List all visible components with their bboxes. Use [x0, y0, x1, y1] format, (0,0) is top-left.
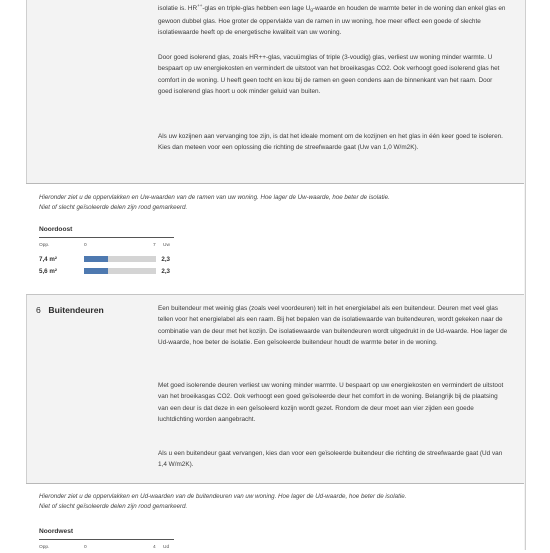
paragraph-door-replacement: Als u een buitendeur gaat vervangen, kies dan voor een geïsoleerde buitendeur die richting de streefwaarde gaat (Ud van 1,4 W/m2K). — [158, 450, 503, 469]
table-row — [39, 267, 174, 277]
area-value: 5,6 m² — [39, 268, 57, 275]
scale-max-label: 4 — [153, 545, 156, 550]
paragraph-window-replacement: Als uw kozijnen aan vervanging toe zijn, is dat het ideale moment om de kozijnen en het glas in één keer goed te isoleren. Kies dan meteen voor een oplossing die richting de streefwaarde gaat (Uw van 1,0 W/m2K). — [158, 133, 503, 152]
section-divider — [26, 294, 524, 295]
divider-line — [39, 539, 174, 540]
section-separator — [26, 286, 524, 294]
paragraph-door-benefits: Met goed isolerende deuren verliest uw woning minder warmte. U bespaart op uw energiekosten en vermindert de uitstoot van het broeikasgas CO2. Ook verhoogt een goed geïsoleerde deur het comfort in de woning. Belangrijk bij de plaatsing van een deur is dat deze in een geïsoleerd kozijn wordt gezet. Rondom de deur moet aan vier zijden een goede luchtdichting worden aangebracht. — [158, 382, 504, 424]
door-values-box — [26, 483, 524, 551]
paragraph-glass-isolation: isolatie is. HR++-glas en triple-glas hebben een lage $U_g$-waarde en houden de warmte beter in de woning dan enkel glas en gewoon dubbel glas. Hoe groter de oppervlakte van de ramen in uw woning, hoe meer effect een goede of slechte isolatiewaarde heeft op de energetische kwaliteit van uw woning. — [158, 3, 506, 36]
window-values-intro: Hieronder ziet u de oppervlakken en Uw-waarden van de ramen van uw woning. Hoe lager de Uw-waarde, hoe beter de isolatie. Niet of slecht geïsoleerde delen zijn rood gemarkeerd. — [39, 194, 390, 212]
u-value-bar — [84, 256, 156, 262]
table-row — [39, 255, 174, 265]
u-value: 2,3 — [161, 268, 170, 275]
orientation-label: Noordwest — [39, 528, 74, 535]
column-u-header: Ud — [163, 545, 170, 550]
scale-min-label: 0 — [84, 243, 87, 248]
section-number: 6 — [36, 305, 41, 315]
section-title: Buitendeuren — [48, 305, 104, 315]
table-header — [39, 544, 174, 553]
scale-max-label: 7 — [153, 243, 156, 248]
section-heading — [36, 305, 104, 315]
u-value-bar — [84, 268, 156, 274]
window-values-box — [26, 183, 524, 287]
scale-min-label: 0 — [84, 545, 87, 550]
table-header — [39, 242, 174, 251]
column-u-header: Uw — [163, 243, 170, 248]
paragraph-glass-benefits: Door goed isolerend glas, zoals HR++-glas, vacuümglas of triple (3-voudig) glas, verliest uw woning minder warmte. U bespaart op uw energiekosten en vermindert de uitstoot van het broeikasgas CO2. Ook verhoogt goed isolerend glas het comfort in de woning. U heeft geen tocht en kou bij de ramen en geen condens aan de binnenkant van het raam. Door goed isolerend glas hoort u ook minder geluid van buiten. — [158, 54, 500, 96]
u-value-bar-fill — [84, 268, 108, 274]
u-value-bar-fill — [84, 256, 108, 262]
column-area-header: Opp. — [39, 545, 50, 550]
area-value: 7,4 m² — [39, 256, 57, 263]
divider-line — [39, 237, 174, 238]
column-area-header: Opp. — [39, 243, 50, 248]
u-value: 2,3 — [161, 256, 170, 263]
orientation-label: Noordoost — [39, 226, 73, 233]
paragraph-door-definition: Een buitendeur met weinig glas (zoals veel voordeuren) telt in het energielabel als een buitendeur. Deuren met veel glas tellen voor het energielabel als een raam. Bij het bepalen van de isolatiewaarde van buitendeuren, wordt gekeken naar de combinatie van de deur met het kozijn. De isolatiewaarde van buitendeuren wordt uitgedrukt in de Ud-waarde. Hoe lager de Ud-waarde, hoe beter de isolatie. Een geïsoleerde buitendeur houdt de warmte beter in de woning. — [158, 305, 508, 347]
door-values-intro: Hieronder ziet u de oppervlakken en Ud-waarden van de buitendeuren van uw woning. Hoe lager de Ud-waarde, hoe beter de isolatie. Niet of slecht geïsoleerde delen zijn rood gemarkeerd. — [39, 493, 407, 511]
